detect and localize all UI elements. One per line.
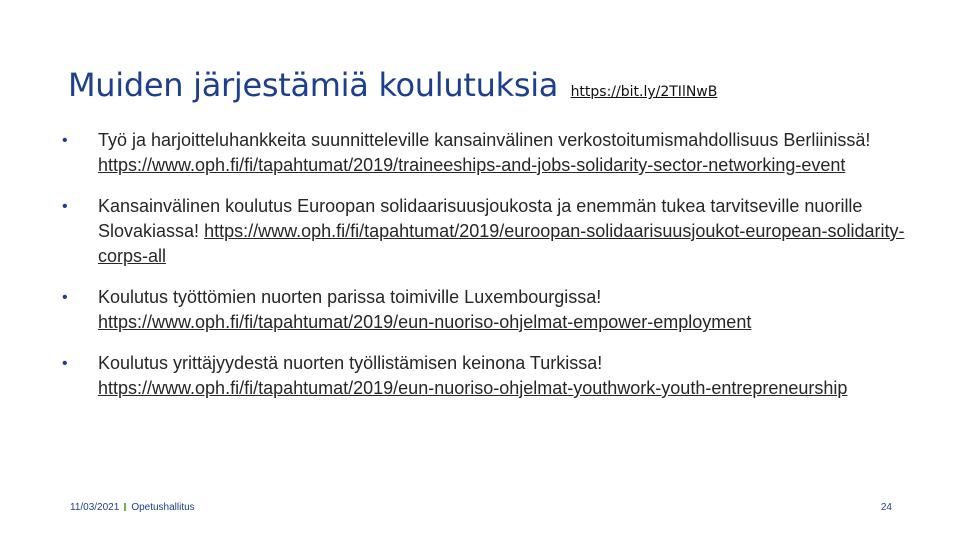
bullet-item — [62, 194, 922, 269]
bullet-link[interactable]: https://www.oph.fi/fi/tapahtumat/2019/euroopan-solidaarisuusjoukot-european-solidarity-corps-all — [98, 221, 905, 266]
bullet-marker: • — [62, 198, 68, 215]
bullet-link[interactable]: https://www.oph.fi/fi/tapahtumat/2019/traineeships-and-jobs-solidarity-sector-networking-event — [98, 155, 846, 175]
title-link[interactable]: https://bit.ly/2TIlNwB — [570, 84, 718, 100]
bullet-link[interactable]: https://www.oph.fi/fi/tapahtumat/2019/eun-nuoriso-ohjelmat-youthwork-youth-entrepreneurship — [98, 378, 848, 398]
bullet-marker: • — [62, 132, 68, 149]
bullet-list — [62, 128, 922, 401]
bullet-text: Koulutus yrittäjyydestä nuorten työllistämisen keinona Turkissa! — [98, 353, 603, 373]
bullet-text: Koulutus työttömien nuorten parissa toimiville Luxembourgissa! — [98, 287, 602, 307]
bullet-item — [62, 285, 922, 335]
title-row — [68, 66, 717, 104]
footer-date: 11/03/2021 — [70, 502, 120, 513]
footer — [70, 502, 195, 513]
footer-separator — [124, 503, 126, 511]
bullet-text: Kansainvälinen koulutus Euroopan solidaarisuusjoukosta ja enemmän tukea tarvitseville nuorille Slovakiassa! — [98, 196, 863, 241]
bullet-marker: • — [62, 355, 68, 372]
bullet-marker: • — [62, 289, 68, 306]
bullet-item — [62, 351, 922, 401]
bullet-text: Työ ja harjoitteluhankkeita suunnitteleville kansainvälinen verkostoitumismahdollisuus Berliinissä! — [98, 130, 871, 150]
bullet-link[interactable]: https://www.oph.fi/fi/tapahtumat/2019/eun-nuoriso-ohjelmat-empower-employment — [98, 312, 752, 332]
slide-title: Muiden järjestämiä koulutuksia — [68, 66, 559, 104]
page-number: 24 — [880, 502, 892, 513]
footer-organization: Opetushallitus — [131, 502, 195, 513]
bullet-item — [62, 128, 922, 178]
